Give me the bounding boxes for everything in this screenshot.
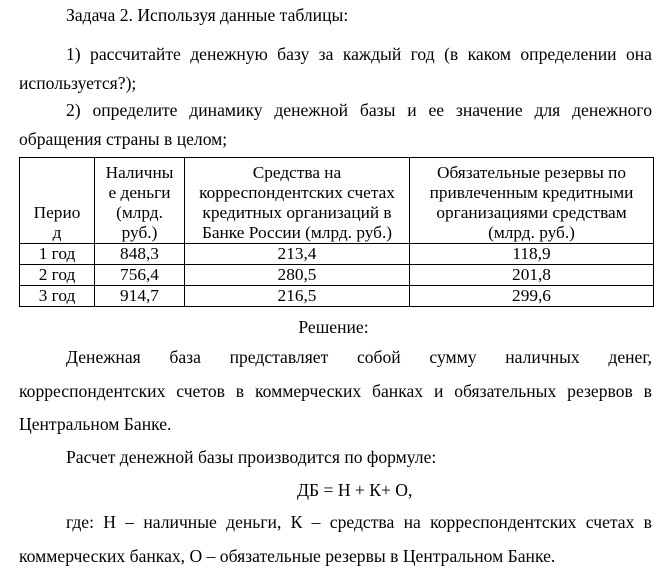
table-header-row (20, 158, 654, 244)
cell-correspondent: 213,4 (185, 244, 410, 265)
formula: ДБ = Н + К+ О, (297, 480, 413, 500)
cell-reserves: 118,9 (410, 244, 654, 265)
header-cash: Наличны е деньги (млрд. руб.) (95, 158, 185, 244)
cell-cash: 756,4 (95, 265, 185, 286)
solution-para-3-line-1: где: Н – наличные деньги, К – средства на корреспондентских счетах в (66, 512, 652, 532)
cell-cash: 848,3 (95, 244, 185, 265)
solution-heading: Решение: (298, 317, 369, 337)
header-correspondent-accounts: Средства на корреспондентских счетах кредитных организаций в Банке России (млрд. руб.) (185, 158, 410, 244)
cell-period: 2 год (20, 265, 95, 286)
task-item-1-line-1: 1) рассчитайте денежную базу за каждый год (в каком определении она (66, 44, 652, 64)
header-required-reserves: Обязательные резервы по привлеченным кредитными организациями средствам (млрд. руб.) (410, 158, 654, 244)
task-item-2-line-2: обращения страны в целом; (19, 129, 228, 149)
solution-para-1-line-1: Денежная база представляет собой сумму наличных денег, (66, 347, 652, 367)
task-item-1-line-2: используется?); (19, 73, 137, 93)
task-item-2-line-1: 2) определите динамику денежной базы и ее значение для денежного (66, 100, 652, 120)
table-row (20, 286, 654, 307)
cell-reserves: 201,8 (410, 265, 654, 286)
data-table (19, 157, 654, 307)
cell-correspondent: 280,5 (185, 265, 410, 286)
cell-period: 3 год (20, 286, 95, 307)
solution-para-2: Расчет денежной базы производится по формуле: (66, 447, 437, 467)
solution-para-1-line-2: корреспондентских счетов в коммерческих банках и обязательных резервов в (19, 381, 652, 401)
header-period: Перио д (20, 158, 95, 244)
cell-period: 1 год (20, 244, 95, 265)
cell-reserves: 299,6 (410, 286, 654, 307)
table-row (20, 244, 654, 265)
task-title: Задача 2. Используя данные таблицы: (66, 5, 349, 25)
cell-cash: 914,7 (95, 286, 185, 307)
solution-para-3-line-2: коммерческих банках, О – обязательные резервы в Центральном Банке. (19, 546, 556, 566)
cell-correspondent: 216,5 (185, 286, 410, 307)
solution-para-1-line-3: Центральном Банке. (19, 414, 172, 434)
table-row (20, 265, 654, 286)
